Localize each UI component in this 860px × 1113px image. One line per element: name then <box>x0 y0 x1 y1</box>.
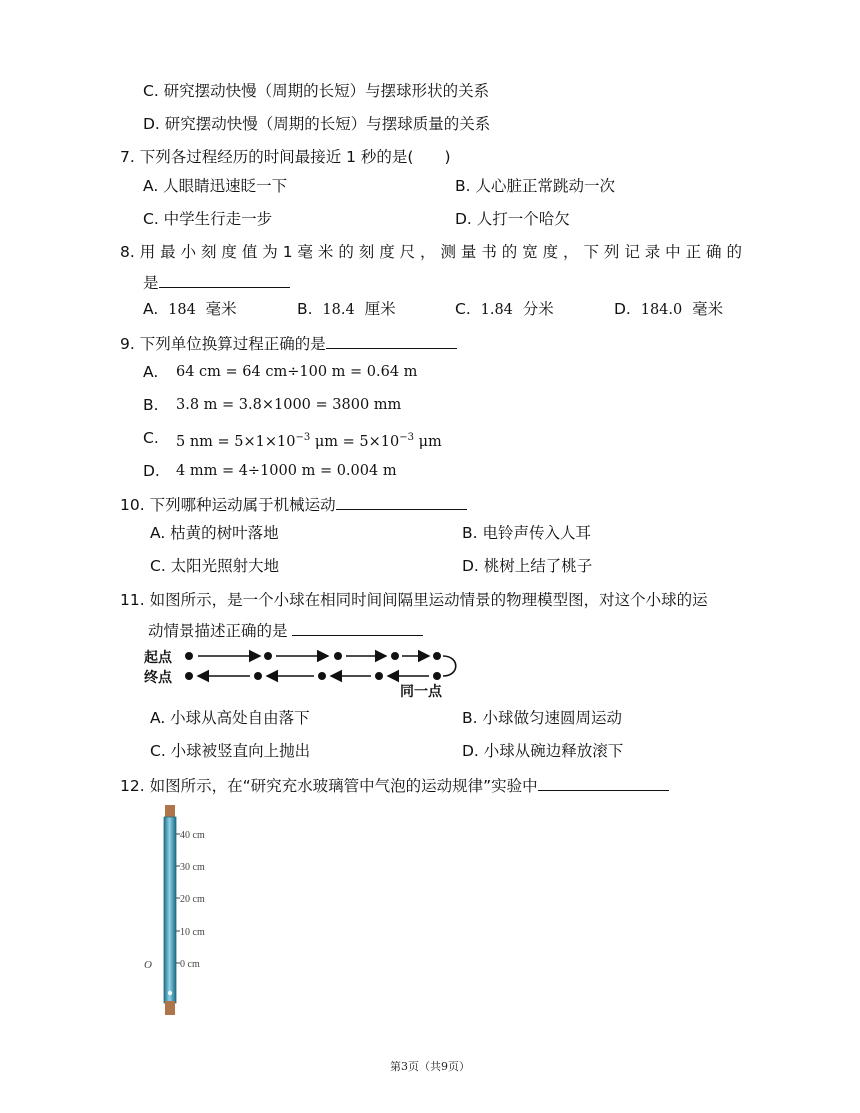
q9-option-b: B. 3.8 m = 3.8×1000 = 3800 mm <box>143 396 402 414</box>
question-8-stem: 8. 用 最 小 刻 度 值 为 1 毫 米 的 刻 度 尺 ， 测 量 书 的 宽 度 ， 下 列 记 录 中 正 确 的 <box>120 243 742 261</box>
tick-label-30: 30 cm <box>180 862 205 873</box>
question-9-stem: 9. 下列单位换算过程正确的是 <box>120 333 457 355</box>
q11-option-c: C. 小球被竖直向上抛出 <box>150 742 311 760</box>
q7-option-b: B. 人心脏正常跳动一次 <box>455 177 615 195</box>
q10-option-d: D. 桃树上结了桃子 <box>462 557 593 575</box>
tick-label-40: 40 cm <box>180 830 205 841</box>
answer-blank-q8[interactable] <box>159 273 290 288</box>
tube-bottom-cap <box>165 1001 175 1015</box>
q7-option-d: D. 人打一个哈欠 <box>455 210 570 228</box>
q8-option-d: D. 184.0 毫米 <box>614 300 724 318</box>
q11-option-d: D. 小球从碗边释放滚下 <box>462 742 624 760</box>
answer-blank-q11[interactable] <box>292 621 423 636</box>
start-label: 起点 <box>144 649 172 665</box>
q8-option-c: C. 1.84 分米 <box>455 300 554 318</box>
glass-tube-figure <box>138 805 228 1017</box>
question-11-stem-cont: 动情景描述正确的是 <box>148 620 423 642</box>
ball <box>375 672 383 680</box>
q9-option-d: D. 4 mm = 4÷1000 m = 0.004 m <box>143 462 397 480</box>
q10-option-b: B. 电铃声传入人耳 <box>462 524 591 542</box>
option-d-prev: D. 研究摆动快慢（周期的长短）与摆球质量的关系 <box>143 115 491 133</box>
question-12-stem: 12. 如图所示，在“研究充水玻璃管中气泡的运动规律”实验中 <box>120 775 669 797</box>
origin-label: O <box>144 959 152 971</box>
q9-option-c: C. 5 nm = $5\times 1\times 10^{-3}$ $\mu m = 5\times 10^{-3}$ μm <box>143 429 442 450</box>
ball <box>334 652 342 660</box>
q11-option-b: B. 小球做匀速圆周运动 <box>462 709 622 727</box>
tick-label-20: 20 cm <box>180 894 205 905</box>
bubble <box>168 991 172 995</box>
q10-option-a: A. 枯黄的树叶落地 <box>150 524 279 542</box>
ball <box>391 652 399 660</box>
ball <box>185 672 193 680</box>
ball <box>433 672 441 680</box>
q11-option-a: A. 小球从高处自由落下 <box>150 709 310 727</box>
tick-label-0: 0 cm <box>180 959 200 970</box>
same-point-label: 同一点 <box>400 683 442 699</box>
ball <box>264 652 272 660</box>
question-11-stem: 11. 如图所示，是一个小球在相同时间间隔里运动情景的物理模型图，对这个小球的运 <box>120 591 708 609</box>
q8-option-a: A. 184 毫米 <box>143 300 237 318</box>
q7-option-a: A. 人眼睛迅速眨一下 <box>143 177 288 195</box>
answer-blank-q12[interactable] <box>538 776 669 791</box>
question-8-stem-cont <box>143 272 290 294</box>
q7-option-c: C. 中学生行走一步 <box>143 210 273 228</box>
question-10-stem: 10. 下列哪种运动属于机械运动 <box>120 494 467 516</box>
ball <box>433 652 441 660</box>
q10-option-c: C. 太阳光照射大地 <box>150 557 280 575</box>
turn-curve <box>443 656 456 676</box>
end-label: 终点 <box>144 669 172 685</box>
page-footer: 第3页（共9页） <box>390 1060 470 1073</box>
q8-stem-tail: 是 <box>143 274 159 292</box>
q9-option-a: A. 64 cm = 64 cm÷100 m = 0.64 m <box>143 363 418 381</box>
question-7-stem: 7. 下列各过程经历的时间最接近 1 秒的是( ) <box>120 148 451 166</box>
ball <box>318 672 326 680</box>
ball <box>254 672 262 680</box>
option-c-prev: C. 研究摆动快慢（周期的长短）与摆球形状的关系 <box>143 82 490 100</box>
tick-label-10: 10 cm <box>180 927 205 938</box>
answer-blank-q10[interactable] <box>336 495 467 510</box>
tube-body <box>164 817 176 1003</box>
ball-motion-diagram <box>140 644 470 700</box>
answer-blank-q9[interactable] <box>326 334 457 349</box>
ball <box>185 652 193 660</box>
q8-option-b: B. 18.4 厘米 <box>297 300 396 318</box>
